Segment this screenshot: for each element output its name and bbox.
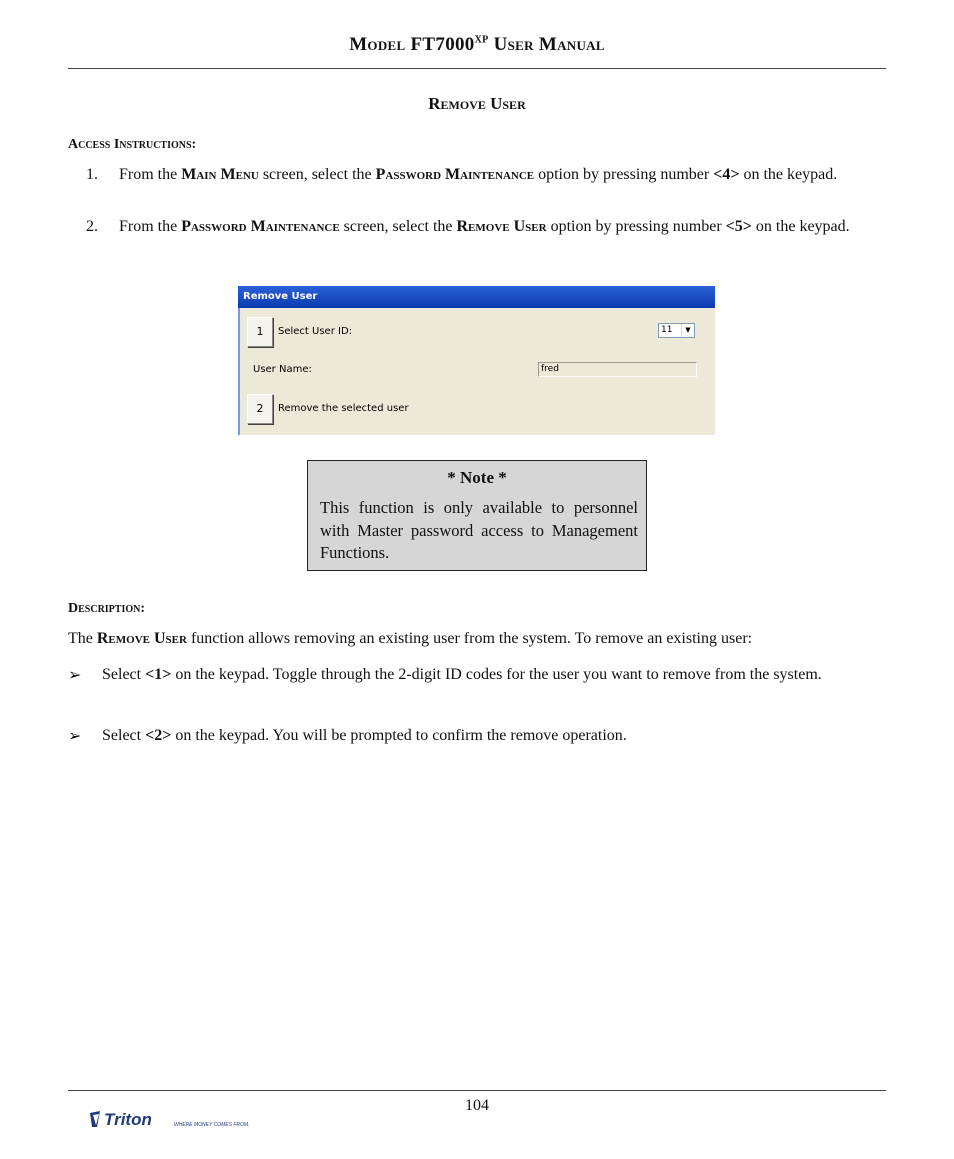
section-title: Remove User: [428, 94, 526, 113]
chevron-down-icon[interactable]: ▼: [681, 324, 694, 337]
step-number: 1.: [86, 166, 98, 183]
user-name-field: fred: [538, 362, 697, 377]
remove-user-label: Remove the selected user: [278, 403, 409, 414]
triton-logo: [88, 1107, 258, 1135]
select-user-id-label: Select User ID:: [278, 326, 353, 337]
page-number: 104: [465, 1097, 489, 1114]
key-code: <2>: [145, 727, 172, 744]
logo-tagline: WHERE MONEY COMES FROM.: [174, 1122, 250, 1128]
dialog-left-edge: [238, 308, 240, 435]
user-name-label: User Name:: [253, 364, 312, 375]
triton-logo-mark: [88, 1107, 258, 1135]
bullet-item: ➢ Select <2> on the keypad. You will be prompted to confirm the remove operation.: [68, 724, 886, 748]
arrow-bullet-icon: ➢: [68, 665, 82, 684]
note-box: [307, 460, 647, 571]
menu-name: Main Menu: [181, 166, 259, 183]
key-code: <4>: [713, 166, 740, 183]
dialog-title: Remove User: [238, 286, 715, 308]
user-id-select[interactable]: 11 ▼: [658, 323, 695, 338]
step-1: 1. From the Main Menu screen, select the Password Maintenance option by pressing number <4> on the keypad.: [86, 164, 886, 186]
note-title: * Note *: [447, 468, 507, 487]
description-heading: Description:: [68, 601, 146, 616]
bullet-item: ➢ Select <1> on the keypad. Toggle through the 2-digit ID codes for the user you want to remove from the system.: [68, 663, 886, 687]
access-instructions-heading: Access Instructions:: [68, 137, 197, 152]
arrow-bullet-icon: ➢: [68, 726, 82, 745]
key-code: <5>: [725, 218, 752, 235]
description-intro: The Remove User function allows removing an existing user from the system. To remove an existing user:: [68, 630, 753, 647]
key-code: <1>: [145, 666, 172, 683]
function-name: Remove User: [96, 630, 187, 647]
footer-rule: [68, 1090, 886, 1091]
header-rule: [68, 68, 886, 69]
option-name: Remove User: [456, 218, 547, 235]
select-user-id-button[interactable]: 1: [247, 317, 273, 347]
logo-brand: Triton: [104, 1110, 152, 1129]
note-body: This function is only available to personnel with Master password access to Management Functions.: [320, 498, 638, 562]
step-number: 2.: [86, 218, 98, 235]
step-2: 2. From the Password Maintenance screen, select the Remove User option by pressing number <5> on the keypad.: [86, 216, 886, 238]
menu-name: Password Maintenance: [181, 218, 340, 235]
running-header: Model $FT7000^{XP}$ User Manual: [349, 34, 605, 55]
remove-user-dialog: [238, 286, 715, 435]
option-name: Password Maintenance: [375, 166, 535, 183]
remove-user-button[interactable]: 2: [247, 394, 273, 424]
